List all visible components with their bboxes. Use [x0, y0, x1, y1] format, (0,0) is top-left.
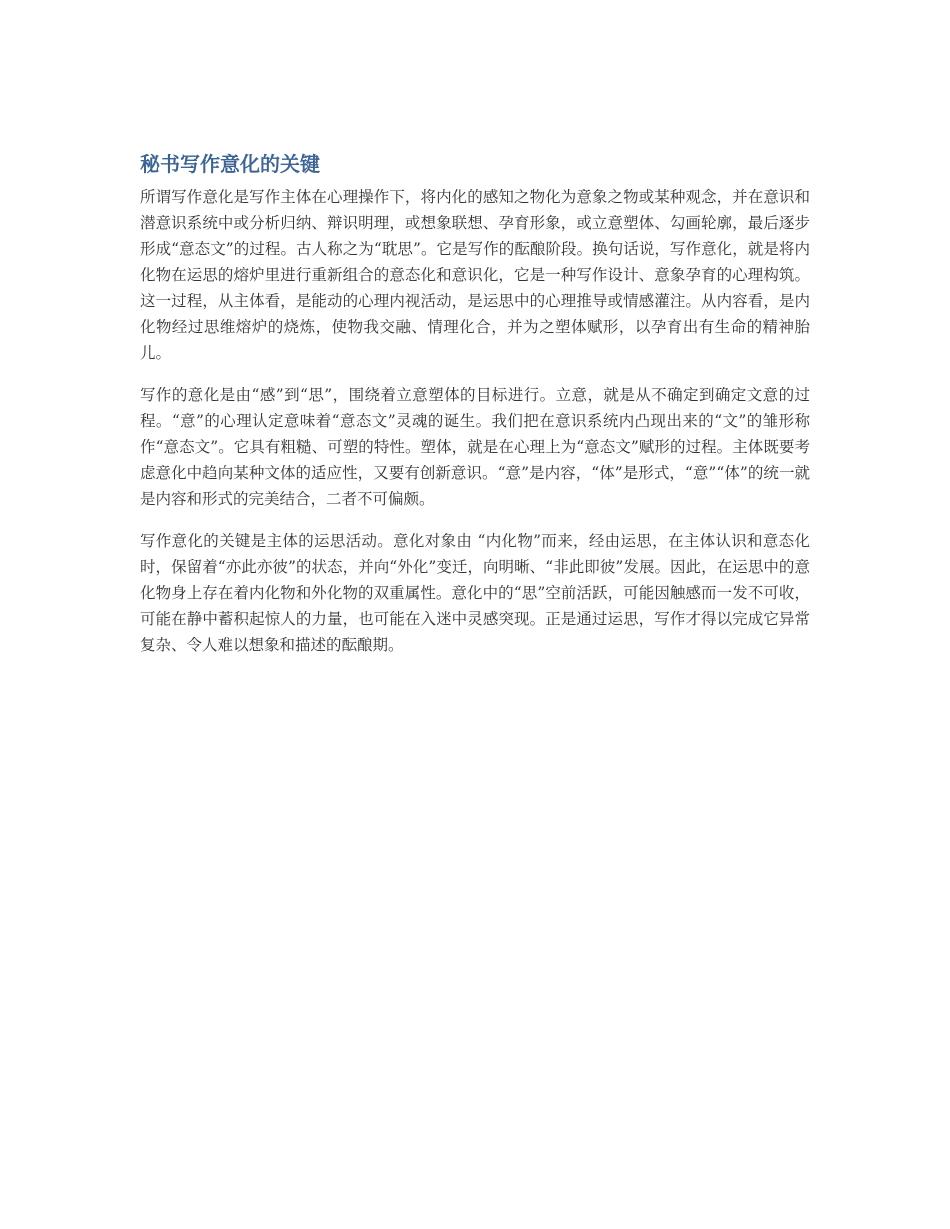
paragraph-3: 写作意化的关键是主体的运思活动。意化对象由 “内化物”而来，经由运思，在主体认识和意态化时，保留着“亦此亦彼”的状态，并向“外化”变迁，向明晰、“非此即彼”发展。因此，在运思中的意化物身上存在着内化物和外化物的双重属性。意化中的“思”空前活跃，可能因触感而一发不可收，可能在静中蓄积起惊人的力量，也可能在入迷中灵感突现。正是通过运思，写作才得以完成它异常复杂、令人难以想象和描述的酝酿期。 — [140, 532, 810, 654]
paragraph-1: 所谓写作意化是写作主体在心理操作下，将内化的感知之物化为意象之物或某种观念，并在意识和潜意识系统中或分析归纳、辩识明理，或想象联想、孕育形象，或立意塑体、勾画轮廓，最后逐步形成“意态文”的过程。古人称之为“耽思”。它是写作的酝酿阶段。换句话说，写作意化，就是将内化物在运思的熔炉里进行重新组合的意态化和意识化，它是一种写作设计、意象孕育的心理构筑。这一过程，从主体看，是能动的心理内视活动，是运思中的心理推导或情感灌注。从内容看，是内化物经过思维熔炉的烧炼，使物我交融、情理化合，并为之塑体赋形，以孕育出有生命的精神胎儿。 — [140, 188, 810, 362]
document-body — [140, 150, 810, 674]
paragraph-2: 写作的意化是由“感”到“思”，围绕着立意塑体的目标进行。立意，就是从不确定到确定文意的过程。“意”的心理认定意味着“意态文”灵魂的诞生。我们把在意识系统内凸现出来的“文”的雏形称作“意态文”。它具有粗糙、可塑的特性。塑体，就是在心理上为“意态文”赋形的过程。主体既要考虑意化中趋向某种文体的适应性，又要有创新意识。“意”是内容，“体”是形式，“意”“体”的统一就是内容和形式的完美结合，二者不可偏颇。 — [140, 386, 810, 508]
document-title: 秘书写作意化的关键 — [140, 152, 320, 176]
